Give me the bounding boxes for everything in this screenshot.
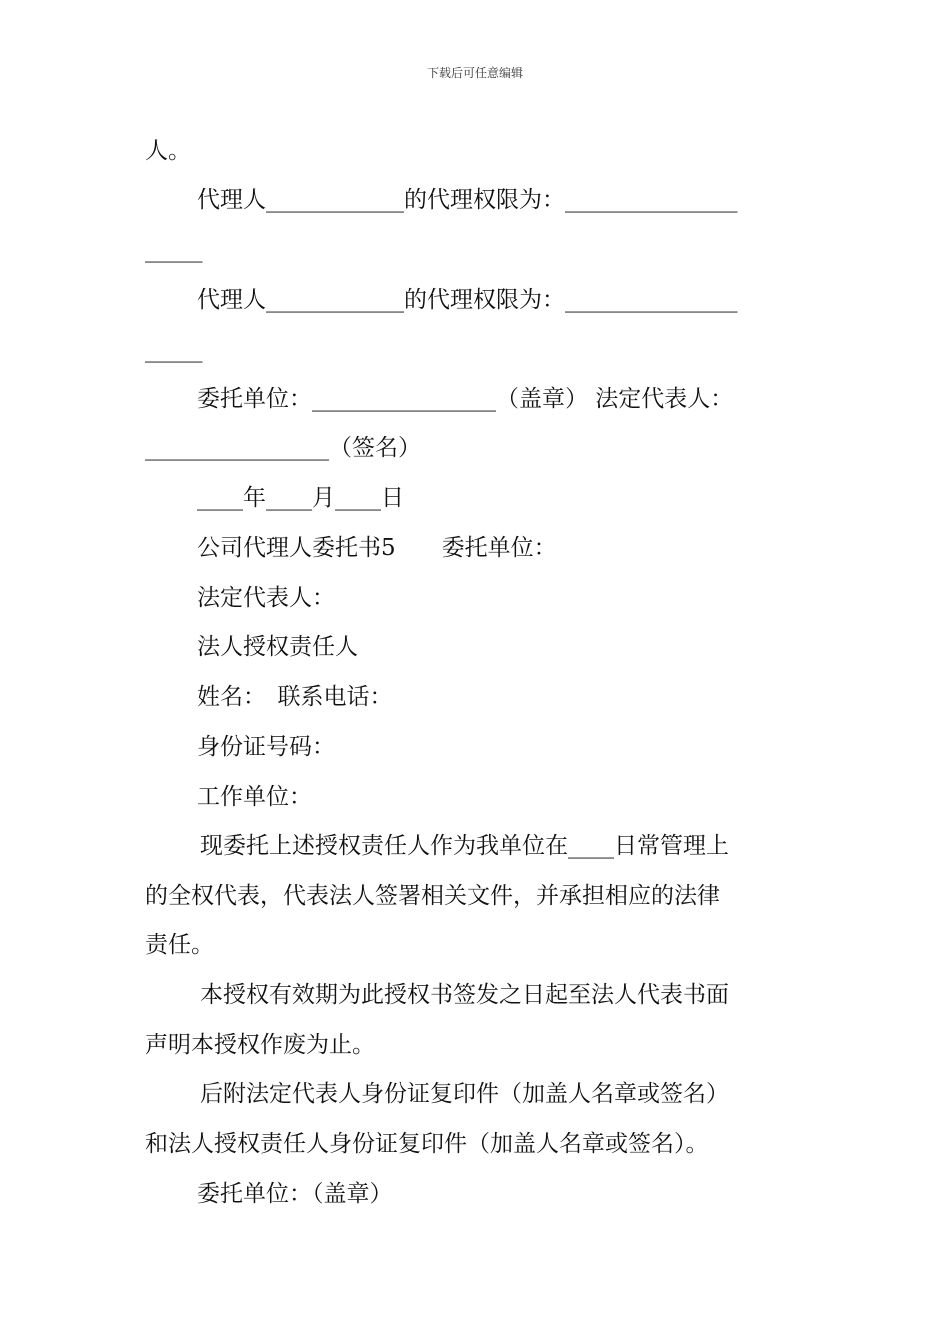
text-line: 公司代理人委托书5 委托单位： [197, 535, 557, 561]
text-line: 工作单位： [197, 784, 312, 810]
text-line: 责任。 [145, 932, 214, 958]
text-line: 本授权有效期为此授权书签发之日起至法人代表书面 [200, 982, 729, 1008]
text-line: 委托单位：（盖章） [197, 1181, 393, 1207]
text-line: 现委托上述授权责任人作为我单位在____日常管理上 [200, 833, 729, 859]
text-line: _____ [145, 237, 203, 263]
text-line: ____年____月____日 [197, 485, 404, 511]
text-line: 和法人授权责任人身份证复印件（加盖人名章或签名）。 [145, 1131, 709, 1157]
text-line: 姓名： 联系电话： [197, 684, 393, 710]
text-line: 法定代表人： [197, 585, 335, 611]
text-line: 委托单位：________________（盖章） 法定代表人： [197, 386, 734, 412]
text-line: 代理人____________的代理权限为：_______________ [197, 287, 738, 313]
text-line: 法人授权责任人 [197, 634, 358, 660]
text-line: 人。 [145, 138, 191, 164]
text-line: 的全权代表，代表法人签署相关文件，并承担相应的法律 [145, 883, 720, 909]
page-header: 下载后可任意编辑 [426, 66, 523, 80]
text-line: _____ [145, 337, 203, 363]
text-line: 声明本授权作废为止。 [145, 1032, 375, 1058]
text-line: 身份证号码： [197, 734, 335, 760]
text-line: 后附法定代表人身份证复印件（加盖人名章或签名） [200, 1081, 729, 1107]
text-line: 代理人____________的代理权限为：_______________ [197, 187, 738, 213]
text-line: ________________（签名） [145, 435, 421, 461]
